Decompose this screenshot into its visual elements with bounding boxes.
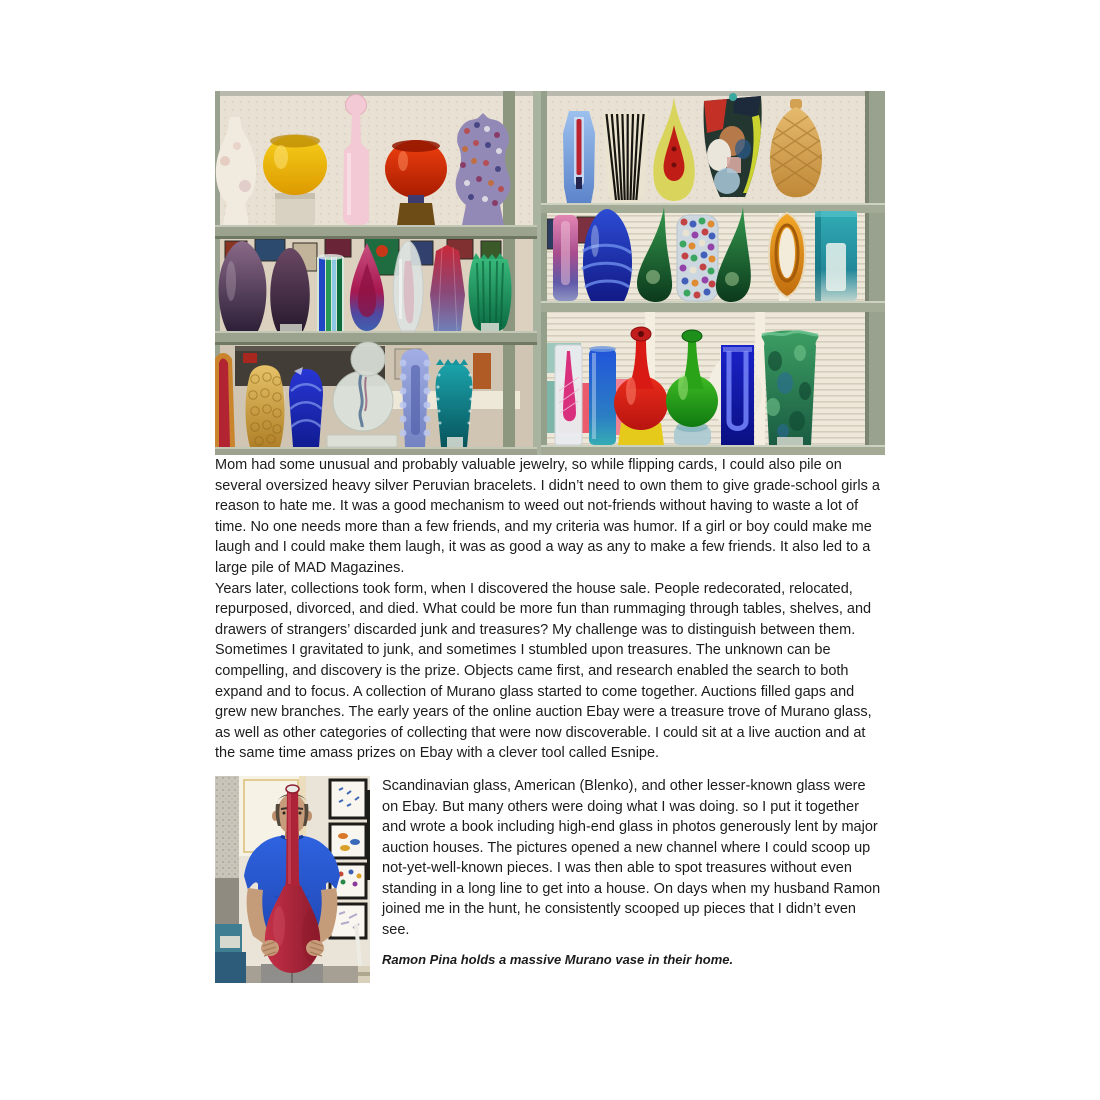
paragraph-3: Scandinavian glass, American (Blenko), and other lesser-known glass were on Ebay. But many others were doing what I was doing. so I put it together and wrote a book including high-end glass in photos generously lent by major auction houses. The pictures opened a new channel where I could scoop up not-yet-well-known pieces. I was then able to spot treasures without even standing in a long line to get into a house. On days when my husband Ramon joined me in the hunt, he consistently scooped up pieces that I didn’t even see.: [382, 777, 881, 939]
vase-rim: [286, 785, 299, 793]
ramon-photo: [215, 776, 370, 983]
blue-sommerso-vase: [563, 111, 595, 203]
textured-glass-panel: [215, 776, 239, 930]
red-amber-sommerso: [215, 353, 235, 447]
striped-column-vase: [317, 254, 344, 331]
article: [215, 91, 885, 989]
cobalt-twist-vase: [289, 367, 323, 447]
paragraph-1: Mom had some unusual and probably valuable jewelry, so while flipping cards, I could also pile on several oversized heavy silver Peruvian bracelets. I didn’t need to own them to give grade-school girls a reason to hate me. It was a good mechanism to weed out not-friends without having to waste a lot of time. No one needs more than a few friends, and my criteria was humor. If a girl or boy could make me laugh and I could make them laugh, it was as good a way as any to make a few friends. It also led to a large pile of MAD Magazines.: [215, 457, 880, 576]
red-blue-faceted-vase: [430, 245, 465, 331]
ramon-section: [215, 776, 885, 989]
photo-caption: Ramon Pina holds a massive Murano vase in their home.: [382, 951, 734, 967]
striped-cone-vase: [603, 113, 649, 203]
blue-cylinder-vase: [589, 346, 616, 445]
teal-square-vase: [815, 211, 857, 301]
amber-hole-vase: [769, 213, 805, 297]
millefiori-patch-vase: [677, 215, 718, 301]
clear-block-pink-core: [555, 345, 582, 445]
amber-textured-vase: [246, 365, 285, 447]
teal-cup-vase: [436, 359, 473, 447]
glass-collection-photo: [215, 91, 885, 455]
pink-purple-column-vase: [553, 215, 578, 301]
paragraph-2: Years later, collections took form, when I discovered the house sale. People redecorated, relocated, repurposed, divorced, and died. What could be more fun than rummaging through tables, shelves, and drawers of strangers’ discarded junk and treasures? My challenge was to distinguish between them. Sometimes I gravitated to junk, and sometimes I stumbled upon treasures. The unknown can be compelling, and discovery is the prize. Objects came first, and research enabled the search to both expand and to focus. A collection of Murano glass started to come together. Auctions filled gaps and grew new branches. The early years of the online auction Ebay were a treasure trove of Murano glass, as well as other categories of collecting that were now discoverable. I could sit at a live auction and at the same time amass prizes on Ebay with a clever tool called Esnipe.: [215, 580, 872, 762]
cobalt-square-vase: [721, 345, 754, 445]
green-marbled-vase: [762, 331, 819, 446]
green-ribbed-vase: [469, 253, 512, 331]
storage-boxes: [215, 924, 246, 983]
lavender-textured-vase: [400, 349, 431, 447]
